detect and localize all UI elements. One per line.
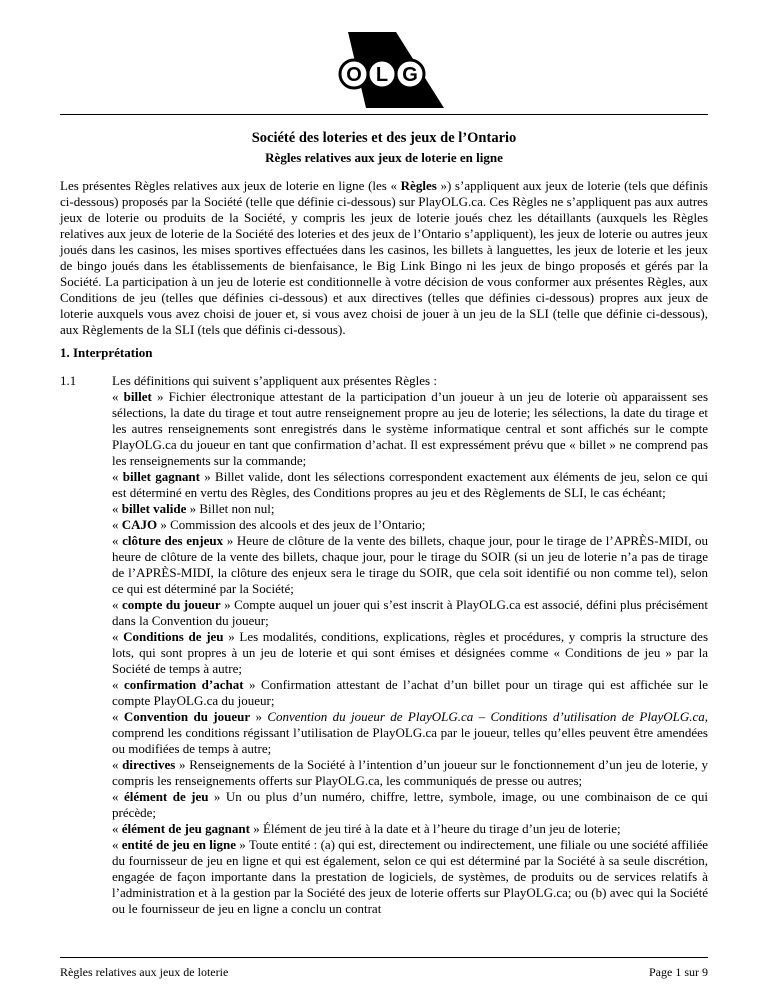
document-title: Société des loteries et des jeux de l’Ontario	[251, 130, 517, 146]
definition-term: élément de jeu	[123, 789, 209, 804]
definition-item: « clôture des enjeux » Heure de clôture de la vente des billets, chaque jour, pour le tirage de l’APRÈS-MIDI, ou heure de clôture de la vente des billets, chaque jour, pour le tirage du SOIR (si un jeu de loterie n’a pas de tirage de l’APRÈS-MIDI, la clôture des enjeux sera le tirage du SOIR, que cela soit identifié ou non comme tel), selon ce qui est déterminé par la Société;	[112, 533, 709, 596]
definition-text: Billet non nul;	[199, 501, 275, 516]
definition-item: « CAJO » Commission des alcools et des jeux de l’Ontario;	[112, 517, 426, 532]
definition-term: confirmation d’achat	[123, 677, 244, 692]
logo-letter-o: O	[346, 64, 362, 86]
intro-text-c: ») s’appliquent aux jeux de loterie (tels que définis ci-dessous) proposés par la Société (telle que définie ci-dessous) sur PlayOLG.ca. Ces Règles ne s’appliquent pas aux autres jeux de loterie ou produits de la Société, y compris les jeux de loterie joués chez les détaillants (auxquels les Règles relatives aux jeux de loterie de la Société des loteries et des jeux de l’Ontario s’appliquent), les jeux de loterie ou autres jeux joués dans les casinos, les mises sportives effectuées dans les casinos, les billets à languettes, les jeux de loterie et les jeux de bingo joués dans les établissements de bienfaisance, le Big Link Bingo ni les jeux de bingo proposés et gérés par la Société. La participation à un jeu de loterie est conditionnelle à votre décision de vous conformer aux présentes Règles, aux Conditions de jeu (telles que définies ci-dessous) et aux directives (telles que définies ci-dessous) propres aux jeux de loterie auxquels vous avez choisi de jouer et, si vous avez choisi de jouer à un jeu de la SLI (telle que définie ci-dessous), aux Règlements de la SLI (tels que définis ci-dessous).	[60, 178, 708, 337]
section-heading: 1. Interprétation	[60, 345, 153, 360]
definition-term: entité de jeu en ligne	[121, 837, 236, 852]
definition-item: « billet » Fichier électronique attestant de la participation d’un joueur à un jeu de loterie où apparaissent ses sélections, la date du tirage et tout autre renseignement propre au jeu de loterie; les sélections, la date du tirage et les autres renseignements sont enregistrés dans le système informatique central et sont affichés sur le compte PlayOLG.ca du joueur en tant que confirmation d’achat. Il est expressément prévu que « billet » ne comprend pas les renseignements sur la commande;	[112, 389, 708, 468]
definition-term: Conditions de jeu	[123, 629, 224, 644]
paragraph-lead: Les définitions qui suivent s’appliquent aux présentes Règles :	[112, 373, 437, 388]
definition-item: « entité de jeu en ligne » Toute entité : (a) qui est, directement ou indirectement, une filiale ou une société affiliée du fournisseur de jeu en ligne et qui est également, selon ce qui est déterminé par la Société à sa seule discrétion, engagée de façon importante dans la prestation de logiciels, de systèmes, de produits ou de services relatifs à l’administration et à la gestion par la Société des jeux de loterie offerts sur PlayOLG.ca; ou (b) avec qui la Société ou le fournisseur de jeu en ligne a conclu un contrat	[112, 837, 708, 916]
document-subtitle: Règles relatives aux jeux de loterie en ligne	[265, 150, 503, 165]
intro-text-a: Les présentes Règles relatives aux jeux de loterie en ligne (les «	[60, 178, 401, 193]
definitions-list	[112, 389, 708, 917]
definition-term: Convention du joueur	[123, 709, 251, 724]
logo-letter-g: G	[402, 64, 418, 86]
definition-text: Un ou plus d’un numéro, chiffre, lettre, symbole, image, ou une combinaison de ce qui précède;	[112, 789, 709, 820]
definition-item: « confirmation d’achat » Confirmation attestant de l’achat d’un billet pour un tirage qui est affichée sur le compte PlayOLG.ca du joueur;	[112, 677, 709, 708]
definition-term: élément de jeu gagnant	[121, 821, 250, 836]
definition-term: billet	[123, 389, 152, 404]
footer-title: Règles relatives aux jeux de loterie	[60, 965, 229, 979]
definition-text: Confirmation attestant de l’achat d’un billet pour un tirage qui est affichée sur le compte PlayOLG.ca du joueur;	[112, 677, 709, 708]
definition-item: « élément de jeu » Un ou plus d’un numéro, chiffre, lettre, symbole, image, ou une combinaison de ce qui précède;	[112, 789, 709, 820]
definition-term: clôture des enjeux	[122, 533, 224, 548]
definition-italic-text: Convention du joueur de PlayOLG.ca – Conditions d’utilisation de PlayOLG.ca	[267, 709, 705, 724]
definition-item: « compte du joueur » Compte auquel un jouer qui s’est inscrit à PlayOLG.ca est associé, défini plus précisément dans la Convention du joueur;	[112, 597, 709, 628]
definition-term: CAJO	[121, 517, 158, 532]
definition-text: Élément de jeu tiré à la date et à l’heure du tirage d’un jeu de loterie;	[262, 821, 621, 836]
definition-text: Compte auquel un jouer qui s’est inscrit à PlayOLG.ca est associé, défini plus précisément dans la Convention du joueur;	[112, 597, 709, 628]
definition-item: « élément de jeu gagnant » Élément de jeu tiré à la date et à l’heure du tirage d’un jeu de loterie;	[112, 821, 621, 836]
definition-text: Fichier électronique attestant de la participation d’un joueur à un jeu de loterie où apparaissent ses sélections, la date du tirage et tout autre renseignement propre au jeu de loterie; les sélections, la date du tirage et les autres renseignements sont enregistrés dans le système informatique central et sont affichés sur le compte PlayOLG.ca du joueur en tant que confirmation d’achat. Il est expressément prévu que « billet » ne comprend pas les renseignements sur la commande;	[112, 389, 708, 468]
definition-item: « directives » Renseignements de la Société à l’intention d’un joueur sur le fonctionnement d’un jeu de loterie, y compris les renseignements offerts sur PlayOLG.ca, les communiqués de presse ou autres;	[112, 757, 709, 788]
definition-term: directives	[122, 757, 176, 772]
header-rule	[60, 114, 708, 115]
intro-term-regles: Règles	[400, 178, 437, 193]
intro-paragraph	[60, 178, 708, 338]
definition-text: , comprend les conditions régissant l’utilisation de PlayOLG.ca par le joueur, telles qu’elles peuvent être amendées ou modifiées de temps à autre;	[112, 709, 708, 756]
definition-text: Commission des alcools et des jeux de l’Ontario;	[170, 517, 426, 532]
olg-logo	[326, 30, 446, 110]
definition-text: Les modalités, conditions, explications, règles et procédures, y compris la structure des lots, qui sont propres à un jeu de loterie et qui sont émises et désignées comme « Conditions de jeu » par la Société de temps à autre;	[112, 629, 709, 676]
footer-rule	[60, 957, 708, 958]
definition-item: « billet gagnant » Billet valide, dont les sélections correspondent exactement aux éléments de jeu, selon ce qui est déterminé en vertu des Règles, des Conditions propres au jeu et des Règlements de SLI, le cas échéant;	[112, 469, 708, 500]
logo-letter-l: L	[375, 64, 389, 86]
page-number: Page 1 sur 9	[649, 965, 708, 979]
definition-text: Billet valide, dont les sélections correspondent exactement aux éléments de jeu, selon ce qui est déterminé en vertu des Règles, des Conditions propres au jeu et des Règlements de SLI, le cas échéant;	[112, 469, 708, 500]
definition-text: Toute entité : (a) qui est, directement ou indirectement, une filiale ou une société affiliée du fournisseur de jeu en ligne et qui est également, selon ce qui est déterminé par la Société à sa seule discrétion, engagée de façon importante dans la prestation de logiciels, de systèmes, de produits ou de services relatifs à l’administration et à la gestion par la Société des jeux de loterie offerts sur PlayOLG.ca; ou (b) avec qui la Société ou le fournisseur de jeu en ligne a conclu un contrat	[112, 837, 708, 916]
definition-text: Heure de clôture de la vente des billets, chaque jour, pour le tirage de l’APRÈS-MIDI, ou heure de clôture de la vente des billets, chaque jour, pour le tirage du SOIR (si un jeu de loterie n’a pas de tirage de l’APRÈS-MIDI, la clôture des enjeux sera le tirage du SOIR, que cela soit identifié ou non comme tel), selon ce qui est déterminé par la Société;	[112, 533, 709, 596]
definition-text: Renseignements de la Société à l’intention d’un joueur sur le fonctionnement d’un jeu de loterie, y compris les renseignements offerts sur PlayOLG.ca, les communiqués de presse ou autres;	[112, 757, 709, 788]
definition-term: compte du joueur	[121, 597, 221, 612]
definition-item: « Conditions de jeu » Les modalités, conditions, explications, règles et procédures, y compris la structure des lots, qui sont propres à un jeu de loterie et qui sont émises et désignées comme « Conditions de jeu » par la Société de temps à autre;	[112, 629, 709, 676]
definition-item: « Convention du joueur » Convention du joueur de PlayOLG.ca – Conditions d’utilisation de PlayOLG.ca, comprend les conditions régissant l’utilisation de PlayOLG.ca par le joueur, telles qu’elles peuvent être amendées ou modifiées de temps à autre;	[112, 709, 708, 756]
definition-item: « billet valide » Billet non nul;	[112, 501, 275, 516]
definition-term: billet gagnant	[122, 469, 200, 484]
definition-term: billet valide	[121, 501, 187, 516]
paragraph-number: 1.1	[60, 373, 77, 388]
